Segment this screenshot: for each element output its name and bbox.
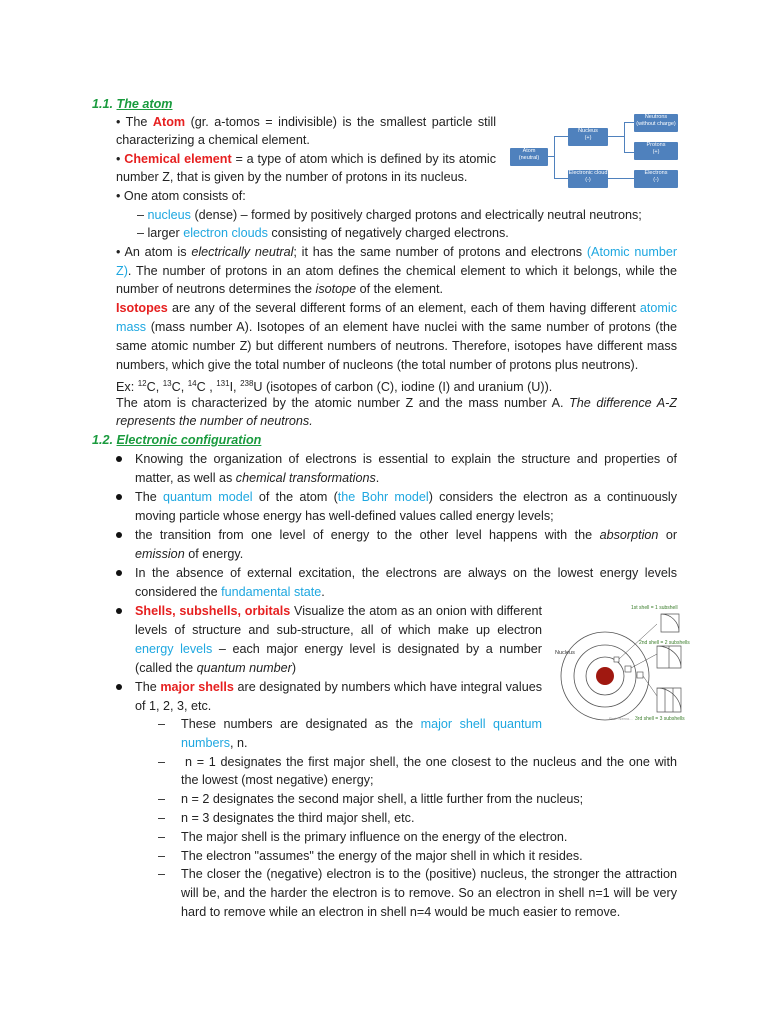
body-text: of energy. [188, 547, 244, 561]
box-atom [510, 148, 548, 166]
superscript: 12 [137, 379, 147, 388]
box-sublabel: (neutral) [518, 155, 540, 161]
element-symbol: I, [229, 380, 237, 394]
sub-electron-clouds [137, 224, 509, 242]
connector [554, 178, 568, 179]
section-heading-electronic-configuration [92, 431, 261, 449]
subshell-box-2 [657, 646, 681, 668]
term-nucleus: nucleus [147, 208, 191, 222]
n1-line1: n = 1 designates the first major shell, the one closest to the nucleus and the one with [185, 755, 677, 769]
quantum-numbers-line1 [181, 715, 542, 733]
orbital-marker [637, 672, 643, 678]
nucleus-circle [596, 667, 614, 685]
heading-number: 1.2. [92, 433, 114, 447]
characterized-line1 [116, 394, 677, 412]
italic-text: chemical transformations [235, 471, 376, 485]
box-label: Atom [522, 148, 536, 154]
term-major-shells: major shells [160, 680, 234, 694]
shell2-label: 2nd shell = 2 subshells [639, 640, 690, 646]
term-chemical-element: Chemical element [124, 152, 232, 166]
connector [554, 136, 568, 137]
fundamental-line1: In the absence of external excitation, the electrons are always on the lowest energy levels [135, 566, 677, 580]
term-numbers: numbers [181, 736, 230, 750]
body-text: ; it has the same number of protons and electrons [293, 245, 583, 259]
subshell-box-1 [661, 614, 679, 632]
element-symbol: C, [146, 380, 160, 394]
body-text: of the atom ( [258, 490, 338, 504]
atom-definition-line2: characterizing a chemical element. [116, 133, 310, 147]
atom-consists-of: • One atom consists of: [116, 189, 246, 203]
shells-line4 [135, 659, 296, 677]
box-sublabel: (-) [585, 177, 591, 183]
body-text: are any of the several different forms of an element, each of them having different [172, 301, 636, 315]
superscript: 131 [216, 379, 230, 388]
dash-marker: – [158, 717, 166, 731]
dash-marker: – [158, 849, 166, 863]
body-text: (gr. a-tomos = indivisible) is the smallest particle still [190, 115, 496, 129]
body-text: . The number of protons in an atom defines the chemical element to which it belongs, while the [127, 264, 677, 278]
leader-line [643, 676, 657, 696]
bullet-text: • The [116, 115, 148, 129]
element-symbol: C, [171, 380, 185, 394]
italic-text: electrically neutral [191, 245, 294, 259]
credit-label: Prof. Nervo... [609, 716, 633, 721]
dash-text: – larger [137, 226, 180, 240]
box-sublabel: (+) [584, 135, 592, 141]
closer-line2: will be, and the harder the electron is to remove. So an electron in shell n=1 will be very [181, 886, 677, 900]
connector [608, 178, 634, 179]
atom-definition-line1 [116, 113, 496, 131]
section-heading-atom [92, 95, 173, 113]
fundamental-line2 [135, 583, 325, 601]
isotopes-line4: numbers, which give the total number of nucleons (the total number of protons plus neutrons). [116, 358, 639, 372]
term-atomic-number-z: Z) [116, 264, 128, 278]
nucleus-label: Nucleus [555, 650, 575, 656]
isotopes-line2 [116, 318, 677, 336]
term-fundamental-state: fundamental state [221, 585, 322, 599]
italic-text: emission [135, 547, 185, 561]
term-atomic-number: (Atomic number [586, 245, 677, 259]
body-text: . [321, 585, 325, 599]
bullet-dot [116, 684, 122, 690]
sub-nucleus [137, 206, 642, 224]
body-text: number of neutrons determines the [116, 282, 313, 296]
term-bohr-model: the Bohr model [337, 490, 429, 504]
bullet-dot [116, 456, 122, 462]
body-text: The atom is characterized by the atomic number Z and the mass number A. [116, 396, 564, 410]
box-label: Electrons [644, 170, 668, 176]
subshell-box-3 [657, 688, 681, 712]
box-label: Neutrons [644, 114, 668, 120]
quantum-model-line1 [135, 488, 677, 506]
connector [608, 136, 624, 137]
heading-title: The atom [116, 97, 173, 111]
heading-title: Electronic configuration [116, 433, 262, 447]
dash-marker: – [158, 755, 166, 769]
connector [624, 122, 634, 123]
body-text: or [665, 528, 677, 542]
term-mass: mass [116, 320, 147, 334]
bullet-dot [116, 608, 122, 614]
italic-text: The difference A-Z [569, 396, 677, 410]
bullet-dot [116, 570, 122, 576]
orbital-marker [614, 657, 619, 662]
body-text: • An atom is [116, 245, 187, 259]
dash-marker: – [158, 830, 166, 844]
superscript: 238 [240, 379, 254, 388]
body-text: (called the [135, 661, 194, 675]
bullet-dot [116, 494, 122, 500]
major-shells-line1 [135, 678, 542, 696]
org-electrons-line1: Knowing the organization of electrons is essential to explain the structure and properties of [135, 452, 677, 466]
body-text: = a type of atom which is defined by its atomic [235, 152, 496, 166]
body-text: These numbers are designated as the [181, 717, 414, 731]
italic-text: isotope [315, 282, 357, 296]
characterized-line2: represents the number of neutrons. [116, 414, 313, 428]
term-quantum-model: quantum model [162, 490, 253, 504]
body-text: of the element. [359, 282, 443, 296]
shell3-label: 3rd shell = 3 subshells [635, 716, 685, 722]
body-text: matter, as well as [135, 471, 233, 485]
chem-element-line1 [116, 150, 496, 168]
neutral-line3 [116, 280, 443, 298]
n3-line: n = 3 designates the third major shell, etc. [181, 811, 415, 825]
shells-line3 [135, 640, 542, 658]
shells-diagram [553, 602, 701, 722]
term-energy-levels: energy levels [135, 642, 213, 656]
connector [624, 122, 625, 152]
body-text: The [135, 680, 157, 694]
box-sublabel: (without charge) [636, 121, 676, 127]
element-symbol: C , [196, 380, 213, 394]
major-shells-line2: of 1, 2, 3, etc. [135, 699, 212, 713]
box-neutrons [634, 114, 678, 132]
dash-marker: – [158, 867, 166, 881]
body-text: – each major energy level is designated by a number [218, 642, 542, 656]
body-text: Ex: [116, 380, 135, 394]
quantum-numbers-line2 [181, 734, 248, 752]
body-text: are designated by numbers which have integral values [237, 680, 542, 694]
heading-number: 1.1. [92, 97, 114, 111]
bullet-dot [116, 532, 122, 538]
assumes-energy-line: The electron "assumes" the energy of the major shell in which it resides. [181, 849, 583, 863]
superscript: 14 [187, 379, 197, 388]
body-text: (dense) – formed by positively charged protons and electrically neutral neutrons; [194, 208, 642, 222]
bullet-text: • [116, 152, 121, 166]
dash-marker: – [158, 811, 166, 825]
box-sublabel: (-) [653, 177, 659, 183]
box-electronic-cloud [568, 170, 608, 188]
box-label: Protons [646, 142, 666, 148]
body-text: (mass number A). Isotopes of an element have nuclei with the same number of protons (the [150, 320, 677, 334]
connector [554, 136, 555, 178]
shells-line1 [135, 602, 542, 620]
superscript: 13 [162, 379, 172, 388]
body-text: Visualize the atom as an onion with different [294, 604, 542, 618]
closer-line3: hard to remove while an electron in shell n=4 would be much easier to remove. [181, 905, 621, 919]
box-label: Nucleus [578, 128, 598, 134]
neutral-line2 [116, 262, 677, 280]
orbital-marker [625, 666, 631, 672]
body-text: The [135, 490, 157, 504]
term-electron-clouds: electron clouds [183, 226, 268, 240]
neutral-line1 [116, 243, 677, 261]
term-major-shell-quantum: major shell quantum [420, 717, 542, 731]
term-shells: Shells, subshells, orbitals [135, 604, 291, 618]
term-atomic-mass: atomic [639, 301, 677, 315]
body-text: ) considers the electron as a continuously [428, 490, 677, 504]
org-electrons-line2 [135, 469, 379, 487]
body-text: , n. [230, 736, 248, 750]
n2-line: n = 2 designates the second major shell, a little further from the nucleus; [181, 792, 584, 806]
body-text: consisting of negatively charged electrons. [271, 226, 509, 240]
italic-text: absorption [599, 528, 659, 542]
quantum-model-line2: moving particle whose energy has well-defined values called energy levels; [135, 509, 554, 523]
box-protons [634, 142, 678, 160]
body-text: . [375, 471, 380, 485]
body-text: considered the [135, 585, 218, 599]
transition-line1 [135, 526, 677, 544]
closer-line1: The closer the (negative) electron is to the (positive) nucleus, the stronger the attraction [181, 867, 677, 881]
isotopes-line3: same atomic number Z) but different numbers of neutrons. Therefore, isotopes have different mass [116, 339, 677, 353]
isotopes-line1 [116, 299, 677, 317]
body-text: ) [291, 661, 297, 675]
box-sublabel: (+) [652, 149, 660, 155]
shells-line2: levels of structure and sub-structure, all of which make up electron [135, 623, 542, 637]
chem-element-line2: number Z, that is given by the number of protons in its nucleus. [116, 170, 468, 184]
box-nucleus [568, 128, 608, 146]
primary-influence-line: The major shell is the primary influence on the energy of the electron. [181, 830, 568, 844]
dash-text: – [137, 208, 145, 222]
atom-structure-diagram [508, 104, 680, 190]
italic-text: quantum number [196, 661, 292, 675]
isotope-examples [116, 375, 552, 396]
term-atom: Atom [152, 115, 186, 129]
term-isotopes: Isotopes [116, 301, 168, 315]
dash-marker: – [158, 792, 166, 806]
transition-line2 [135, 545, 243, 563]
box-label: Electronic cloud [568, 170, 608, 176]
connector [624, 152, 634, 153]
body-text: the transition from one level of energy to the other level happens with the [135, 528, 593, 542]
n1-line2: the lowest (most negative) energy; [181, 773, 374, 787]
shell1-label: 1st shell = 1 subshell [631, 605, 678, 611]
body-text: U (isotopes of carbon (C), iodine (I) and uranium (U)). [253, 380, 553, 394]
box-electrons [634, 170, 678, 188]
